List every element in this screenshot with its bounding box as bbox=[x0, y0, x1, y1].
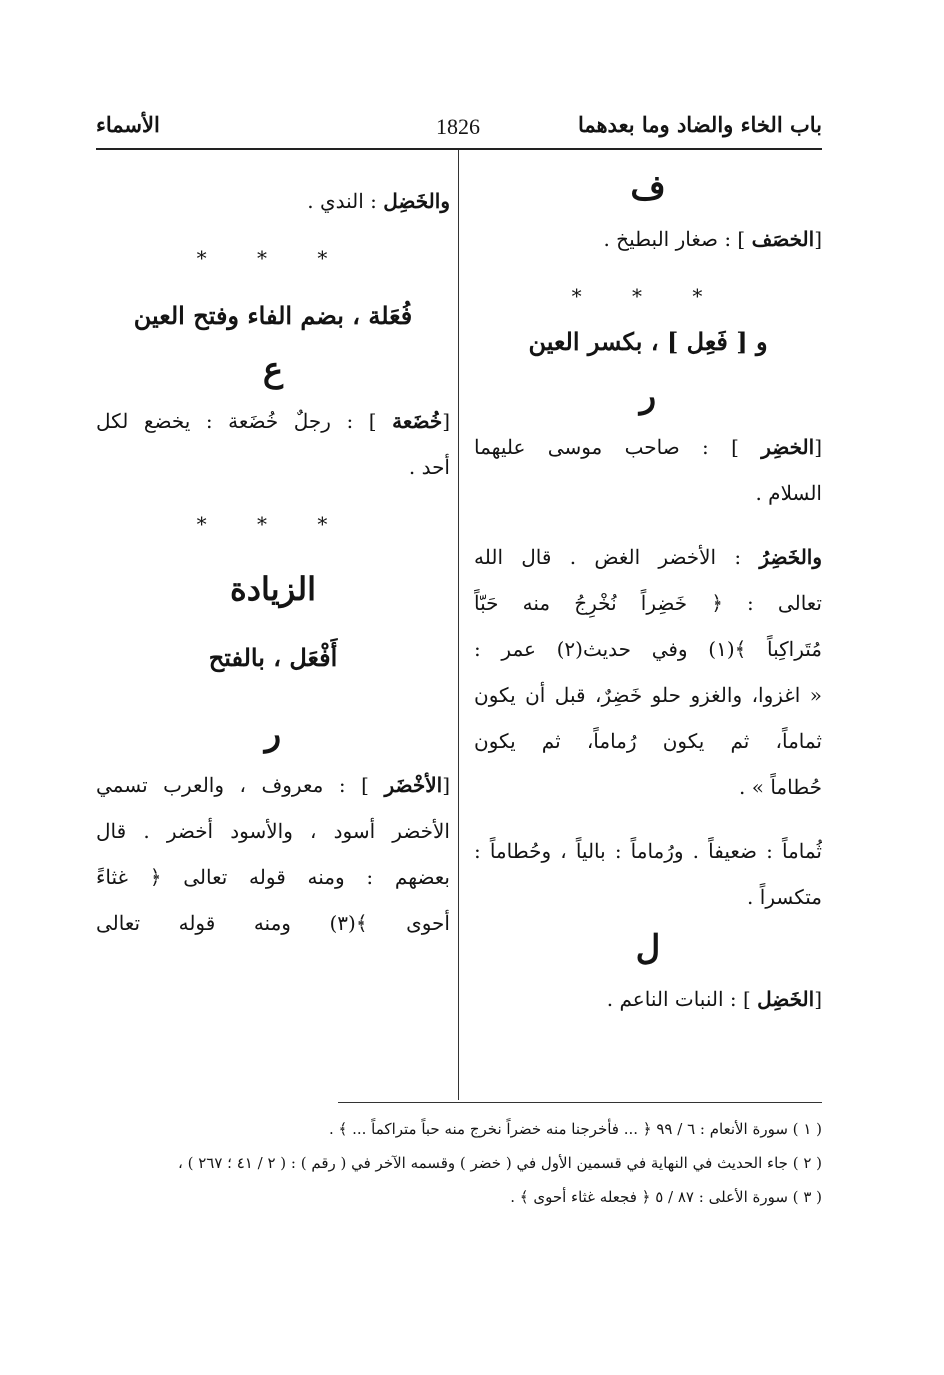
entry-khadr-line bbox=[474, 534, 822, 580]
headword: خُضَعة bbox=[392, 409, 443, 433]
header-rule bbox=[96, 148, 822, 150]
entry-khadr-line: تعالى : ﴿ خَضِراً نُخْرِجُ منه حَبّاً bbox=[474, 591, 822, 615]
footnote: ( ٢ ) جاء الحديث في النهاية في قسمين الأول في ( خضر ) وقسمه الآخر في ( رقم ) : ( ٢ / ٤١ ؛ ٢٦٧ ) ، bbox=[178, 1154, 822, 1172]
footnote: ( ١ ) سورة الأنعام : ٦ / ٩٩ ﴿ ... فأخرجنا منه خضراً نخرج منه حباً متراكماً ... ﴾ . bbox=[329, 1120, 822, 1138]
entry-akhdar-line: الأخضر أسود ، والأسود أخضر . قال bbox=[96, 819, 450, 843]
entry-khasaf bbox=[474, 216, 822, 262]
chapter-title: باب الخاء والضاد وما بعدهما bbox=[577, 112, 822, 137]
entry-khadir-line bbox=[474, 424, 822, 470]
footnotes bbox=[122, 1112, 822, 1214]
definition: ] : صاحب موسى عليهما bbox=[474, 435, 739, 459]
entry-akhdar-line bbox=[96, 762, 450, 808]
letter-heading-fa: ف bbox=[630, 168, 666, 208]
entry-akhdar-line: أحوى ﴾(٣) ومنه قوله تعالى bbox=[96, 911, 450, 935]
letter-heading-ra: ر bbox=[264, 714, 282, 754]
headword: الأخْضَر bbox=[384, 773, 443, 797]
bracket: [ bbox=[814, 435, 822, 459]
entry-akhdar-line: بعضهم : ومنه قوله تعالى ﴿ غثاءً bbox=[96, 865, 450, 889]
section-separator: * * * bbox=[196, 246, 350, 270]
right-column bbox=[474, 160, 822, 1090]
section-title: الأسماء bbox=[96, 112, 160, 137]
definition: ] : معروف ، والعرب تسمي bbox=[96, 773, 369, 797]
left-column bbox=[96, 160, 450, 1090]
definition: ] : النبات الناعم . bbox=[606, 987, 751, 1011]
entry-khadr-line: مُتَراكِباً ﴾(١) وفي حديث(٢) عمر : bbox=[474, 637, 822, 661]
headword: الخضِر bbox=[761, 435, 815, 459]
bracket: [ bbox=[814, 227, 822, 251]
footnote-rule bbox=[338, 1102, 822, 1103]
letter-heading-ayn: ع bbox=[262, 350, 284, 390]
headword: الخَضِل bbox=[757, 987, 815, 1011]
pattern-heading-fuala: فُعَلة ، بضم الفاء وفتح العين bbox=[133, 301, 413, 330]
definition: ] : رجلٌ خُضَعة : يخضع لكل bbox=[96, 409, 377, 433]
headword: والخَضِل bbox=[383, 189, 450, 213]
section-separator: * * * bbox=[571, 284, 725, 308]
entry-thumam-line: متكسراً . bbox=[747, 885, 822, 909]
section-separator: * * * bbox=[196, 512, 350, 536]
definition: ] : صغار البطيخ . bbox=[603, 227, 746, 251]
headword: الخصَف bbox=[751, 227, 815, 251]
entry-khudaa-line bbox=[96, 398, 450, 444]
headword: والخَضِرُ bbox=[759, 545, 822, 569]
entry-khadr-line: ثماماً، ثم يكون رُماماً، ثم يكون bbox=[474, 729, 822, 753]
bracket: [ bbox=[814, 987, 822, 1011]
entry-khadr-line: حُطاماً » . bbox=[739, 775, 822, 799]
entry-khadir-line: السلام . bbox=[755, 481, 822, 505]
letter-heading-ra: ر bbox=[639, 376, 657, 416]
bracket: [ bbox=[442, 773, 450, 797]
entry-khudaa-line: أحد . bbox=[408, 455, 450, 479]
column-divider bbox=[458, 150, 459, 1100]
bracket: [ bbox=[442, 409, 450, 433]
entry-khadil-2 bbox=[96, 178, 450, 224]
entry-khadil bbox=[474, 976, 822, 1022]
footnote: ( ٣ ) سورة الأعلى : ٨٧ / ٥ ﴿ فجعله غثاء أحوى ﴾ . bbox=[510, 1188, 822, 1206]
page-number: 1826 bbox=[436, 114, 480, 139]
definition: : الندي . bbox=[307, 189, 377, 213]
entry-khadr-line: « اغزوا، والغزو حلو خَضِرٌ، قبل أن يكون bbox=[474, 683, 822, 707]
letter-heading-lam: ل bbox=[635, 928, 661, 968]
entry-thumam-line: ثُماماً : ضعيفاً . ورُماماً : بالياً ، وحُطاماً : bbox=[474, 839, 822, 863]
section-title-ziyada: الزيادة bbox=[230, 570, 316, 608]
pattern-heading-afal: أَفْعَل ، بالفتح bbox=[208, 643, 338, 672]
definition: : الأخضر الغض . قال الله bbox=[474, 545, 742, 569]
pattern-heading-fail: و [ فَعِل ] ، بكسر العين bbox=[528, 327, 768, 356]
